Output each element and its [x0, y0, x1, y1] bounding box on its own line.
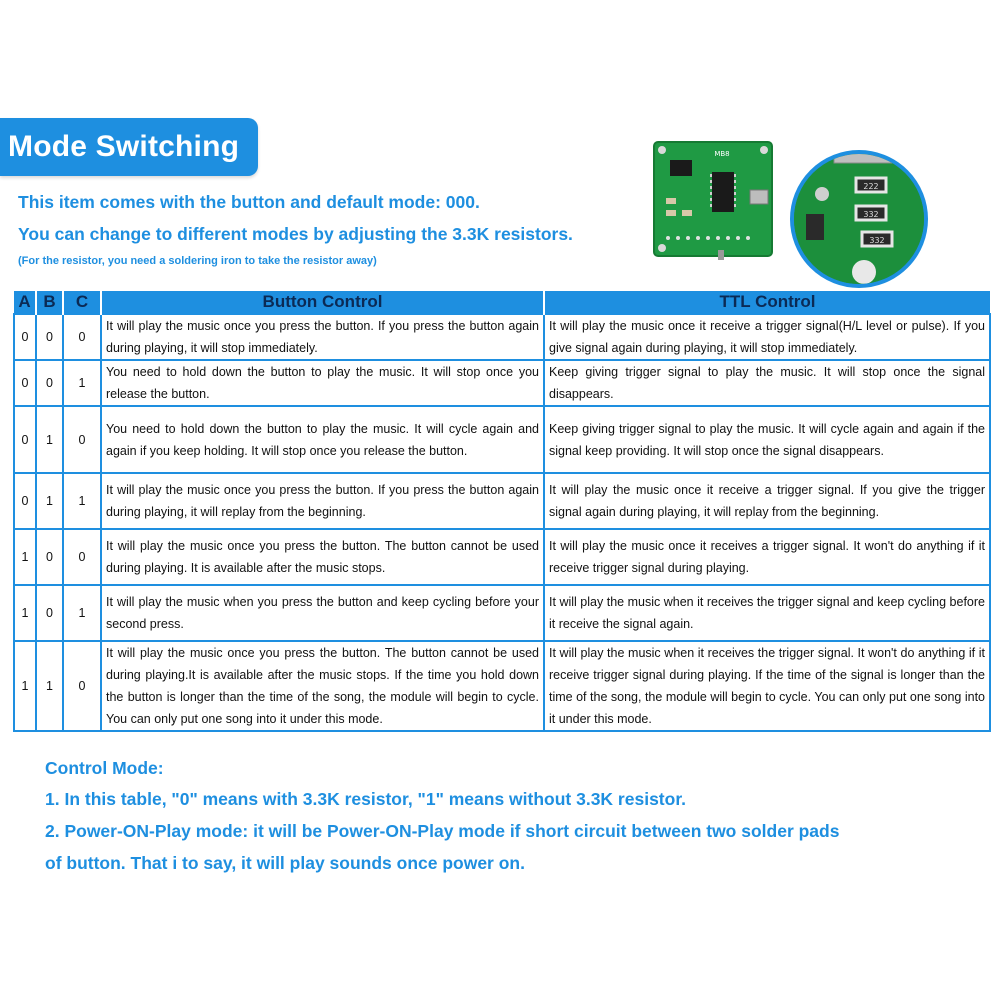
cell-button-control: You need to hold down the button to play the music. It will stop once you release the button.: [101, 360, 544, 406]
header-ttl-control: TTL Control: [544, 291, 990, 314]
cell-button-control: It will play the music once you press the button. The button cannot be used during playing.It is available after the music stops. If the time you hold down the button is longer than the time of the song, the module will begin to cycle. You can only put one song into it under this mode.: [101, 641, 544, 731]
resistor-zoom-image: [790, 150, 928, 288]
cell-a: 0: [14, 314, 36, 360]
cell-c: 0: [63, 529, 101, 585]
intro-default-mode: This item comes with the button and default mode: 000.: [18, 192, 480, 212]
cell-b: 1: [36, 406, 63, 473]
cell-c: 1: [63, 360, 101, 406]
cell-a: 1: [14, 529, 36, 585]
cell-b: 0: [36, 529, 63, 585]
cell-button-control: It will play the music once you press the button. If you press the button again during playing, it will replay from the beginning.: [101, 473, 544, 529]
control-mode-title: Control Mode:: [45, 758, 164, 778]
chip-label: MB8: [714, 150, 730, 158]
pcb-board-image: [652, 138, 776, 262]
table-row: [14, 473, 990, 529]
cell-ttl-control: Keep giving trigger signal to play the music. It will stop once the signal disappears.: [544, 360, 990, 406]
header-a: A: [14, 291, 36, 314]
cell-b: 1: [36, 641, 63, 731]
cell-ttl-control: It will play the music once it receives a trigger signal. It won't do anything if it receive trigger signal during playing.: [544, 529, 990, 585]
table-row: [14, 641, 990, 731]
cell-ttl-control: Keep giving trigger signal to play the music. It will cycle again and again if the signal keep providing. It will stop once the signal disappears.: [544, 406, 990, 473]
table-row: [14, 585, 990, 641]
resistor-zoom-graphic: [794, 154, 924, 284]
control-mode-item-2-line-2: of button. That i to say, it will play sounds once power on.: [45, 853, 525, 873]
cell-b: 0: [36, 314, 63, 360]
cell-button-control: It will play the music once you press the button. The button cannot be used during playing. It is available after the music stops.: [101, 529, 544, 585]
cell-b: 1: [36, 473, 63, 529]
cell-ttl-control: It will play the music once it receive a trigger signal. If you give the trigger signal again during playing, it will replay from the beginning.: [544, 473, 990, 529]
table-row: [14, 314, 990, 360]
header-button-control: Button Control: [101, 291, 544, 314]
cell-a: 1: [14, 585, 36, 641]
table-header-row: [14, 291, 990, 314]
cell-ttl-control: It will play the music once it receive a trigger signal(H/L level or pulse). If you give signal again during playing, it will stop immediately.: [544, 314, 990, 360]
cell-c: 1: [63, 473, 101, 529]
resistor-label-c: 332: [869, 236, 885, 245]
cell-a: 0: [14, 360, 36, 406]
cell-button-control: You need to hold down the button to play the music. It will cycle again and again if you keep holding. It will stop once you release the button.: [101, 406, 544, 473]
table-row: [14, 406, 990, 473]
intro-resistor-note: (For the resistor, you need a soldering iron to take the resistor away): [18, 255, 377, 267]
table-row: [14, 529, 990, 585]
header-b: B: [36, 291, 63, 314]
control-mode-item-2-line-1: 2. Power-ON-Play mode: it will be Power-ON-Play mode if short circuit between two solder pads: [45, 821, 840, 841]
cell-a: 0: [14, 406, 36, 473]
resistor-label-b: 332: [863, 210, 879, 219]
cell-c: 0: [63, 406, 101, 473]
resistor-label-a: 222: [863, 182, 879, 191]
cell-button-control: It will play the music when you press the button and keep cycling before your second press.: [101, 585, 544, 641]
table-row: [14, 360, 990, 406]
cell-button-control: It will play the music once you press the button. If you press the button again during playing, it will stop immediately.: [101, 314, 544, 360]
cell-b: 0: [36, 360, 63, 406]
header-c: C: [63, 291, 101, 314]
cell-c: 0: [63, 641, 101, 731]
mode-table: [13, 291, 991, 732]
mode-switching-banner: [0, 118, 258, 176]
cell-a: 1: [14, 641, 36, 731]
banner-title: Mode Switching: [8, 130, 240, 163]
cell-c: 1: [63, 585, 101, 641]
cell-a: 0: [14, 473, 36, 529]
cell-ttl-control: It will play the music when it receives the trigger signal and keep cycling before it receive the signal again.: [544, 585, 990, 641]
cell-ttl-control: It will play the music when it receives the trigger signal. It won't do anything if it receive trigger signal during playing. If the time of the signal is longer than the time of the song, the module will begin to cycle. You can only put one song into it under this mode.: [544, 641, 990, 731]
cell-b: 0: [36, 585, 63, 641]
cell-c: 0: [63, 314, 101, 360]
control-mode-item-1: 1. In this table, "0" means with 3.3K resistor, "1" means without 3.3K resistor.: [45, 789, 687, 809]
intro-change-modes: You can change to different modes by adjusting the 3.3K resistors.: [18, 224, 573, 244]
